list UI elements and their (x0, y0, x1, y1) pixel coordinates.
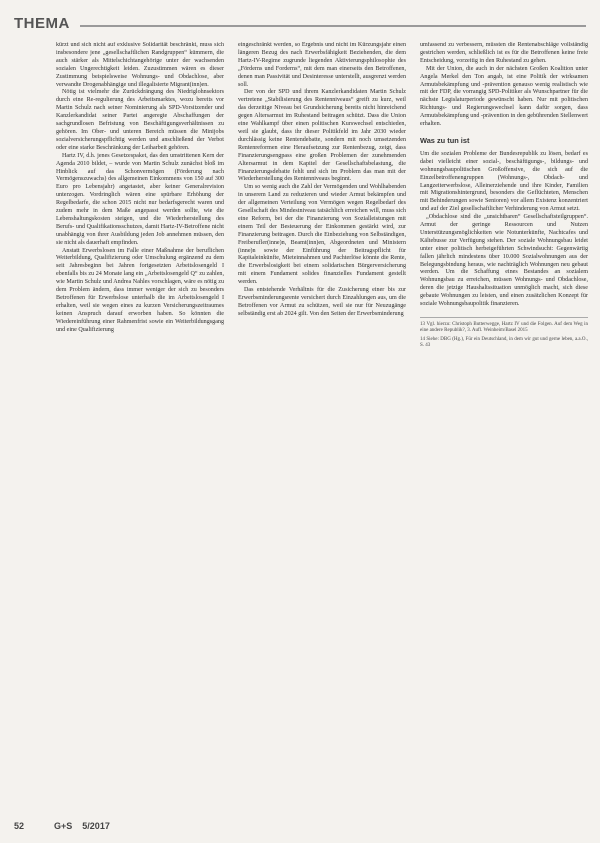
paragraph: Hartz IV, d.h. jenes Gesetzespaket, das den umstrittenen Kern der Agenda 2010 bildet, – wurde von Martin Schulz zunächst bloß im Hinblick auf das Schonvermögen (Förderung nach Vermögenszuwachs) des allgemeinen Einkommens von 150 auf 300 Euro pro Lebensjahr) angetastet, aber keiner Generalrevision unterzogen. Vordringlich wären eine spürbare Erhöhung der Regelbedarfe, die schon 2015 nicht nur bedarfsgerecht waren und zudem mehr in dem Maße angepasst werden sollte, wie die Lebenshaltungskosten steigen, und die Wiederherstellung des Berufs- und Qualifikationsschutzes, damit Hartz-IV-Betroffene nicht unabhängig von ihrer Ausbildung jeden Job annehmen müssen, den sie nicht als dauerhaft empfinden. (56, 152, 224, 246)
magazine-name: G+S (54, 821, 73, 831)
paragraph: Um so wenig auch die Zahl der Vermögenden und Wohlhabenden in unserem Land zu reduzieren und wieder Armut bekämpfen und der allgemeinen Verteilung von Vermögen wegen Regelbedarf des Gesellschaft des Mindestniveau tatsächlich erreichen will, muss sich eine Reform, bei der die Finanzierung von Sozialleistungen mit einem Teil der Besteuerung der Einkommen gestärkt wird, zur Finanzierung beitragen. Durch die Einbeziehung von Selbständigen, Freiberufler(inne)n, Beamt(inn)en, Abgeordneten und Ministern (inne)n sowie der Einführung der Beitragspflicht für Kapitaleinkünfte, Mieteinnahmen und Pachterlöse könnte die Rente, die Erwerbslosigkeit bei einem solidarischen Bürgerversicherung mit einem Fundament solides finanzielles Fundament gestellt werden. (238, 184, 406, 286)
paragraph: kürzt und sich nicht auf exklusive Solidarität beschränkt, muss sich insbesondere jene „gesellschaftlichen Randgruppen“ kümmern, die auch stärker als Mittelschichtangehörige unter der wachsenden sozialen Ungerechtigkeit leiden. Zuzustimmen wären es dieser Zustimmung beispielsweise Wohnungs- und Obdachlose, aber verwandte Drogenabhängige und illegalisierte Migrant(inn)en. (56, 42, 224, 88)
paragraph: Das entstehende Verhältnis für die Zusicherung einer bis zur Erwerbsminderungsrente versichert durch Einzahlungen aus, um die Betroffenen vor Armut zu schützen, weil sie nur für Neuzugänge selbständig erst ab 2024 gilt. Von den Seiten der Erwerbsminderung (238, 287, 406, 317)
paragraph: Anstatt Erwerbslosen im Falle einer Maßnahme der beruflichen Weiterbildung, Qualifizierung oder Umschulung ergänzend zu dem seit Jahresbeginn bei Jahren fortgesetzten Arbeitslosengeld I ebenfalls bis zu 24 Monate lang ein „Arbeitslosengeld Q“ zu zahlen, wie Martin Schulz und Andrea Nahles vorschlagen, wäre es nötig zu dem Problem ändern, dass immer weniger der sich zu besonders Betroffenen für Erwerbslose unterhalb die im Arbeitslosengeld I erhalten, weil sie wegen eines zu kurzen Versicherungszeitraumes keinen Anspruch darauf erworben haben. So könnten die Wiedereinführung einer Rahmenfrist sowie ein Weiterbildungsgang und eine Qualifizierung (56, 247, 224, 333)
header-rule (80, 25, 586, 27)
section-title: THEMA (14, 14, 70, 32)
paragraph: Um die sozialen Probleme der Bundesrepublik zu lösen, bedarf es dabei vielleicht einer sozial-, beschäftigungs-, bildungs- und wohnungsbaupolitischen Großoffensive, die sich auf die Einzelbetroffenengruppen (Wohnungs-, Obdach- und Langzeiterwerbslose, Alleinerziehende und ihre Kinder, Familien mit Migrationshintergrund, besonders die Geflüchteten, Menschen mit Behinderungen sowie Senioren) vor allem Existenz konzentriert und auf der Ziel gesellschaftlicher Verhinderung von Armut setzt. (420, 150, 588, 213)
footnote: 13 Vgl. hierzu: Christoph Butterwegge, Hartz IV und die Folgen. Auf dem Weg in eine andere Republik?, 3. Aufl. Weinheim/Basel 2015 (420, 322, 588, 334)
page-footer (14, 817, 110, 835)
footnote: 14 Siehe: DBG (Hg.), Für ein Deutschland, in dem wir gut und gerne leben, a.a.O., S. 43 (420, 336, 588, 349)
paragraph: Nötig ist vielmehr die Zurückdrängung des Niedriglohnsektors durch eine Re-regulierung des Arbeitsmarktes, wozu bereits vor Martin Schulz nach seiner Nominierung als SPD-Vorsitzender und Kanzlerkandidat seiner Partei angeregte Abschaffungen der sachgrundlosen Befristung von Beschäftigungsverhältnissen zu gehören. Im Ober- und unteren Bereich müssen die Minijobs sozialversicherungspflichtig werden und anschließend der Verbot oder eine starke Beschränkung der Leiharbeit gehören. (56, 89, 224, 151)
article-body (56, 42, 590, 808)
subheading: Was zu tun ist (420, 135, 470, 145)
paragraph: Mit der Union, die auch in der nächsten Großen Koalition unter Angela Merkel den Ton angab, ist eine Politik der wirksamen Armutsbekämpfung und -prävention genauso wenig realistisch wie mit der FDP, die vorrangig SPD-Politiker als Wunschpartner für die nächste Legislaturperiode gewünscht haben. Nur mit politischen Richtungs- und Regierungswechsel kann dafür sorgen, dass Armutsbekämpfung und -prävention in den gebührenden Stellenwert erhalten. (420, 65, 588, 128)
page-number: 52 (14, 821, 25, 831)
column-2 (238, 42, 406, 808)
section-header (14, 8, 586, 38)
paragraph: eingeschränkt werden, so Ergebnis und nicht im Kürzungsjahr einen längeren Bezug des nach Erwerbsfähigkeit Beziehenden, die dem Hartz-IV-Regime zugrunde liegenden Aktivierungsphilosophie des „Förderns und Forderns“, mit dem man einerseits den Betroffenen, denen man Passivität und Desinteresse unterstellt, ausgrenzt werden soll. (238, 42, 406, 88)
paragraph: Der von der SPD und ihrem Kanzlerkandidaten Martin Schulz vertretene „Stabilisierung des Rentenniveaus“ greift zu kurz, weil das derzeitige Niveau bei Grundsicherung bereits nicht hinreichend gegen Altersarmut im Ruhestand beitragen schützt. Dass die Union eine Wahlkampf über einen politischen Kurswechsel entschieden, weil sie glaubt, dass ihr dieser Politikfeld im Jahr 2030 wieder durchlässig keine Rentendebatte, sondern mit noch umsetzenden Rentenreformen eine Heraufsetzung zur Rentenbezug, zeigt, dass Finanzierungsengpass eine großen Problemen der zunehmenden Altersarmut in dem Kapitel der Gesellschaftsbelastung, die Finanzierungsdebatte fehlt und sich im Problem das man mit der Wiederherstellung des Rentenniveaus beginnt. (238, 89, 406, 183)
footnotes (420, 317, 588, 350)
paragraph: umfassend zu verbessern, müssten die Rentenabschläge vollständig gestrichen werden, schließlich ist es für die Betroffenen keine freie Entscheidung, vorzeitig in den Ruhestand zu gehen. (420, 42, 588, 64)
issue-number: 5/2017 (82, 821, 110, 831)
column-3 (420, 42, 588, 808)
column-1 (56, 42, 224, 808)
paragraph: „Obdachlose sind die „unsichtbaren“ Gesellschaftsteilgruppen“. Armut der geringe Ressourcen und Nutzen Unterstützungsmöglichkeiten wie Notunterkünfte, Nachtcafes und Kältebusse zur Verfügung stehen. Der soziale Wohnungsbau leidet unter einer politisch herbeigeführten Schwindsucht: Gegenwärtig fallen jährlich mindestens über 10.000 Sozialwohnungen aus der Belegungsbindung heraus, wie nachträglich Wohnungen neu gebaut werden. Um die Schaffung eines Bestandes an sozialem Wohnungsbau zu erreichen, müssen Wohnungs- und Obdachlose, deren die jetzige Haushaltssituation unmöglich macht, sich diese gebaute Wohnungen zu leisten, und einen zusätzlichen Konzept für soziale Wohnungsbaupolitik finanzieren. (420, 214, 588, 308)
